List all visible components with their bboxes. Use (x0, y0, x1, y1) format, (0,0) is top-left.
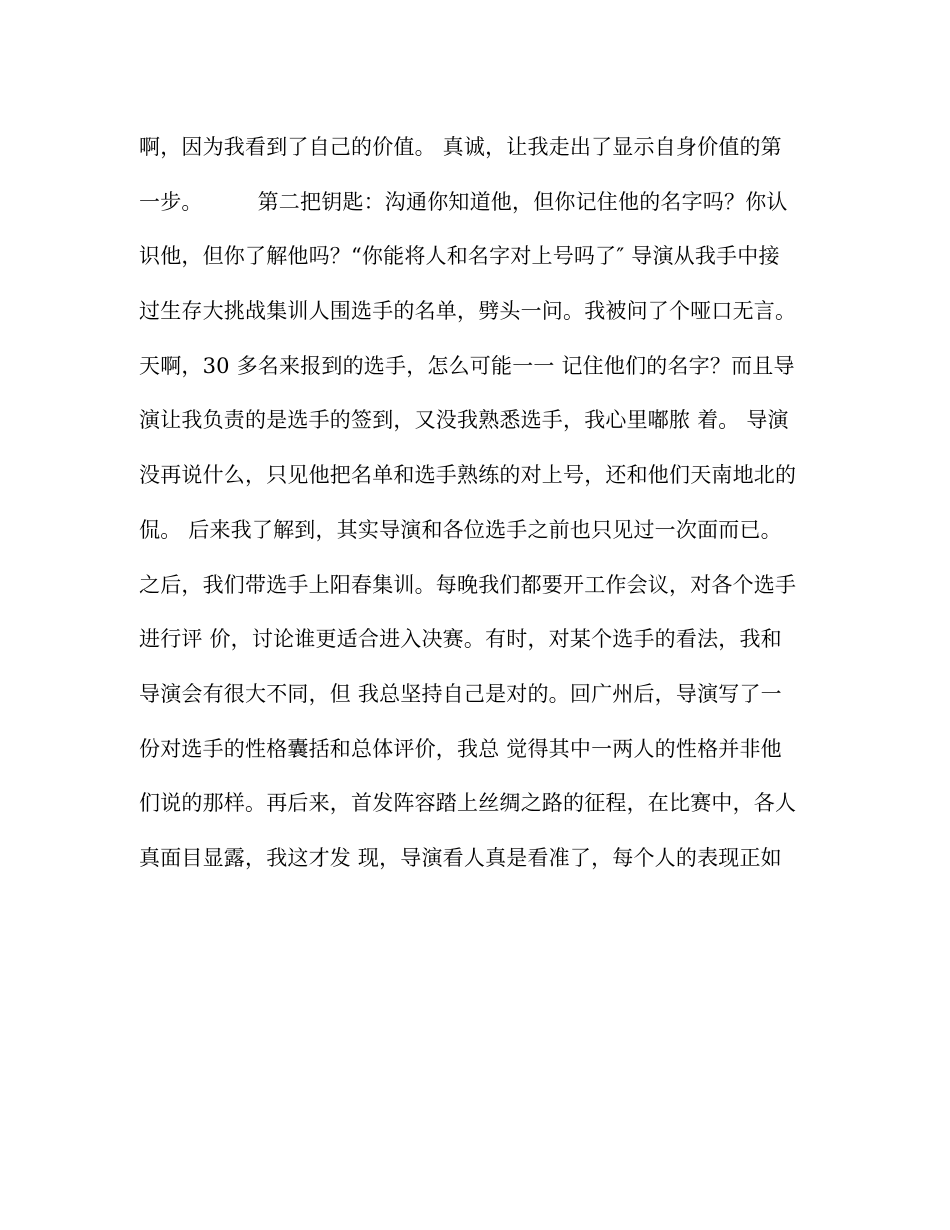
text-line: 识他，但你了解他吗？“你能将人和名字对上号吗了″ 导演从我手中接 (139, 244, 780, 269)
text-line: 之后，我们带选手上阳春集训。每晚我们都要开工作会议，对各个选手 (139, 572, 797, 597)
text-line: 们说的那样。再后来，首发阵容踏上丝绸之路的征程，在比赛中，各人 (139, 791, 797, 816)
text-line: 份对选手的性格囊括和总体评价，我总 觉得其中一两人的性格并非他 (139, 736, 782, 761)
text-line: 过生存大挑战集训人围选手的名单，劈头一问。我被问了个哑口无言。 (139, 299, 797, 324)
text-line: 侃。 后来我了解到，其实导演和各位选手之前也只见过一次面而已。 (139, 517, 782, 542)
text-line: 导演会有很大不同，但 我总坚持自己是对的。回广州后，导演写了一 (139, 681, 782, 706)
text-line: 一步。 第二把钥匙：沟通你知道他，但你记住他的名字吗？你认 (139, 189, 788, 214)
body-text (139, 120, 819, 886)
text-line: 演让我负责的是选手的签到，又没我熟悉选手，我心里嘟脓 着。 导演 (139, 408, 789, 433)
text-line: 天啊，30 多名来报到的选手，怎么可能一一 记住他们的名字？而且导 (139, 353, 795, 378)
text-line: 啊，因为我看到了自己的价值。 真诚，让我走出了显示自身价值的第 (139, 135, 782, 159)
text-line: 真面目显露，我这才发 现，导演看人真是看准了，每个人的表现正如 (139, 845, 782, 870)
text-line: 进行评 价，讨论谁更适合进入决赛。有时，对某个选手的看法，我和 (139, 627, 782, 652)
text-line: 没再说什么，只见他把名单和选手熟练的对上号，还和他们天南地北的 (139, 463, 797, 488)
